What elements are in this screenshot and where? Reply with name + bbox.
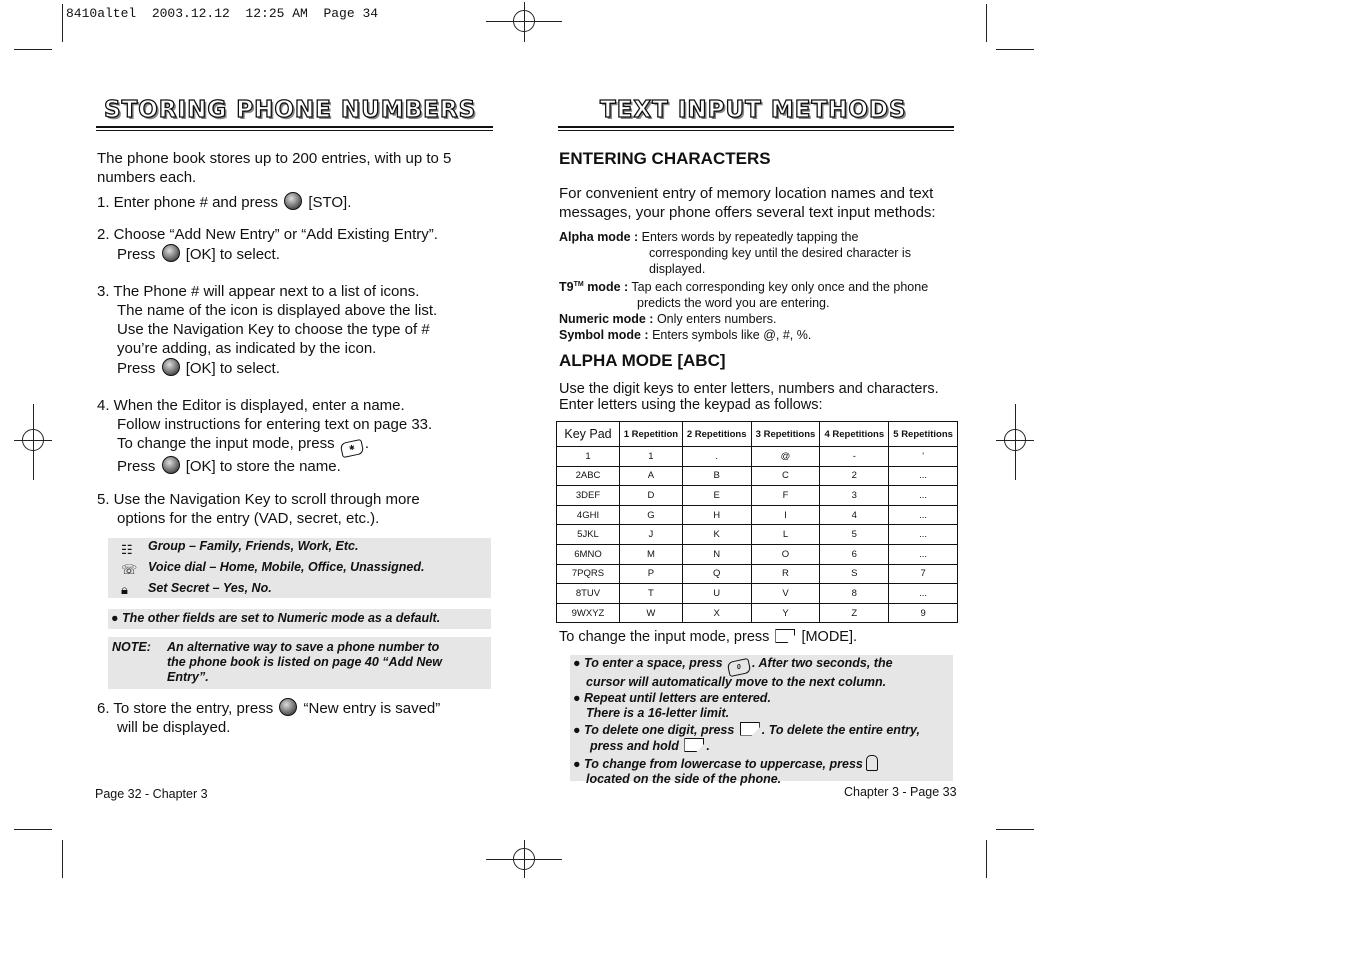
table-cell: B	[682, 466, 751, 486]
table-cell: T	[620, 584, 683, 604]
table-cell: 7PQRS	[557, 564, 620, 584]
table-cell: 7	[889, 564, 958, 584]
bullet-icon: ●	[573, 656, 581, 670]
table-cell: H	[682, 505, 751, 525]
ok-key-icon	[279, 698, 297, 716]
left-page-title: STORING PHONE NUMBERS	[104, 97, 477, 123]
table-cell: ...	[889, 466, 958, 486]
table-cell: 5JKL	[557, 525, 620, 545]
column-header: 2 Repetitions	[682, 422, 751, 447]
table-cell: Q	[682, 564, 751, 584]
bullet-icon: ●	[573, 756, 581, 771]
table-cell: 8TUV	[557, 584, 620, 604]
table-cell: ...	[889, 544, 958, 564]
bullet-icon: ●	[111, 611, 119, 625]
table-cell: 1	[620, 447, 683, 467]
table-cell: ...	[889, 505, 958, 525]
right-page-title: TEXT INPUT METHODS	[600, 97, 907, 123]
table-header-row	[557, 422, 958, 447]
right-intro-line-2: messages, your phone offers several text input methods:	[559, 204, 936, 221]
default-note-box	[108, 609, 491, 629]
table-cell: 4GHI	[557, 505, 620, 525]
table-cell: X	[682, 603, 751, 623]
clear-key-icon	[740, 722, 760, 736]
table-cell: ...	[889, 525, 958, 545]
print-header: 8410altel 2003.12.12 12:25 AM Page 34	[66, 6, 379, 21]
table-cell: .	[682, 447, 751, 467]
column-header: 5 Repetitions	[889, 422, 958, 447]
step-6: 6. To store the entry, press “New entry is saved” will be displayed.	[97, 700, 441, 736]
heading-alpha-mode: ALPHA MODE [ABC]	[559, 351, 726, 370]
alpha-intro-line-2: Enter letters using the keypad as follows:	[559, 397, 823, 413]
table-cell: ...	[889, 486, 958, 506]
step-1: 1. Enter phone # and press [STO].	[97, 194, 352, 211]
side-key-icon	[866, 755, 878, 771]
heading-entering-characters: ENTERING CHARACTERS	[559, 149, 771, 168]
column-header: 3 Repetitions	[751, 422, 820, 447]
mode-change-line: To change the input mode, press [MODE].	[559, 629, 858, 645]
table-cell: 3DEF	[557, 486, 620, 506]
left-footer: Page 32 - Chapter 3	[95, 787, 208, 801]
bullet-icon: ●	[573, 722, 581, 737]
table-row	[557, 466, 958, 486]
option-secret: Set Secret – Yes, No.	[148, 581, 272, 595]
table-row	[557, 486, 958, 506]
table-row	[557, 525, 958, 545]
mode-definitions: Alpha mode : Enters words by repeatedly tapping the corresponding key until the desired character is displayed. T9™ mode : Tap each corresponding key only once and the phone predicts the word you are entering. Numeric mode : Only enters numbers. Symbol mode : Enters symbols like @, #, %.	[559, 230, 929, 343]
table-cell: ’	[889, 447, 958, 467]
bullet-icon: ●	[573, 690, 581, 705]
table-cell: 6	[820, 544, 889, 564]
table-cell: P	[620, 564, 683, 584]
step-4: 4. When the Editor is displayed, enter a name. Follow instructions for entering text on page 33. To change the input mode, press ✱ . Press [OK] to store the name.	[97, 397, 433, 475]
table-cell: -	[820, 447, 889, 467]
note-line-3: Entry”.	[167, 670, 209, 684]
table-cell: 3	[820, 486, 889, 506]
column-header: Key Pad	[557, 422, 620, 447]
right-footer: Chapter 3 - Page 33	[844, 785, 957, 799]
clear-key-icon	[684, 738, 704, 752]
ok-key-icon	[162, 358, 180, 376]
left-intro-line-1: The phone book stores up to 200 entries, with up to 5	[97, 150, 452, 167]
note-line-1: An alternative way to save a phone number to	[167, 640, 440, 654]
table-cell: C	[751, 466, 820, 486]
ok-key-icon	[162, 456, 180, 474]
table-cell: M	[620, 544, 683, 564]
table-cell: R	[751, 564, 820, 584]
table-cell: 6MNO	[557, 544, 620, 564]
table-cell: J	[620, 525, 683, 545]
table-cell: ...	[889, 584, 958, 604]
right-intro-line-1: For convenient entry of memory location names and text	[559, 185, 934, 202]
column-header: 1 Repetition	[620, 422, 683, 447]
note-box	[108, 637, 491, 689]
table-row	[557, 564, 958, 584]
table-row	[557, 584, 958, 604]
mode-softkey-icon	[775, 629, 795, 643]
table-cell: 9	[889, 603, 958, 623]
table-cell: I	[751, 505, 820, 525]
options-box	[108, 538, 491, 598]
right-title-rule	[558, 126, 954, 128]
table-cell: O	[751, 544, 820, 564]
default-note: The other fields are set to Numeric mode as a default.	[122, 611, 441, 625]
alpha-mode-label: Alpha mode :	[559, 230, 639, 244]
keypad-table	[556, 421, 958, 623]
numeric-mode-label: Numeric mode :	[559, 312, 654, 327]
table-cell: V	[751, 584, 820, 604]
table-cell: Z	[820, 603, 889, 623]
step-3: 3. The Phone # will appear next to a list of icons. The name of the icon is displayed above the list. Use the Navigation Key to choose the type of # you’re adding, as indicated by the icon. Press [OK] to select.	[97, 283, 438, 377]
option-voice-dial: Voice dial – Home, Mobile, Office, Unassigned.	[148, 560, 425, 574]
table-cell: N	[682, 544, 751, 564]
table-cell: 8	[820, 584, 889, 604]
note-label: NOTE:	[112, 640, 151, 654]
table-cell: E	[682, 486, 751, 506]
star-shift-key-icon: ✱	[339, 439, 364, 458]
table-cell: 5	[820, 525, 889, 545]
table-cell: 1	[557, 447, 620, 467]
ok-key-icon	[284, 192, 302, 210]
table-row	[557, 603, 958, 623]
table-cell: U	[682, 584, 751, 604]
column-header: 4 Repetitions	[820, 422, 889, 447]
t9-mode-label: T9™ mode :	[559, 280, 629, 295]
group-icon: ☷	[121, 542, 133, 557]
table-cell: G	[620, 505, 683, 525]
table-cell: 2ABC	[557, 466, 620, 486]
table-cell: S	[820, 564, 889, 584]
table-cell: F	[751, 486, 820, 506]
table-cell: 2	[820, 466, 889, 486]
table-cell: D	[620, 486, 683, 506]
symbol-mode-label: Symbol mode :	[559, 328, 649, 343]
lock-icon: 🔒︎	[121, 582, 128, 597]
step-5: 5. Use the Navigation Key to scroll through more options for the entry (VAD, secret, etc.).	[97, 491, 420, 527]
table-cell: W	[620, 603, 683, 623]
table-row	[557, 544, 958, 564]
tips-box: ● To enter a space, press 0 . After two seconds, the cursor will automatically move to the next column. ● Repeat until letters are entered. There is a 16-letter limit. ● To delete one digit, press . To delete the entire entry, press and hold . ● To change from lowercase to uppercase, press located on the side of the phone.	[570, 655, 953, 781]
table-cell: Y	[751, 603, 820, 623]
alpha-intro-line-1: Use the digit keys to enter letters, numbers and characters.	[559, 381, 939, 397]
table-cell: K	[682, 525, 751, 545]
table-cell: A	[620, 466, 683, 486]
table-cell: 9WXYZ	[557, 603, 620, 623]
step-2: 2. Choose “Add New Entry” or “Add Existing Entry”. Press [OK] to select.	[97, 226, 438, 263]
voice-dial-icon: ☏	[121, 562, 138, 577]
table-row	[557, 505, 958, 525]
left-intro-line-2: numbers each.	[97, 169, 197, 186]
note-line-2: the phone book is listed on page 40 “Add New	[167, 655, 443, 669]
table-cell: 4	[820, 505, 889, 525]
zero-space-key-icon: 0	[727, 658, 752, 677]
ok-key-icon	[162, 244, 180, 262]
table-row	[557, 447, 958, 467]
table-cell: @	[751, 447, 820, 467]
table-cell: L	[751, 525, 820, 545]
left-title-rule	[96, 126, 493, 128]
option-group: Group – Family, Friends, Work, Etc.	[148, 539, 359, 553]
